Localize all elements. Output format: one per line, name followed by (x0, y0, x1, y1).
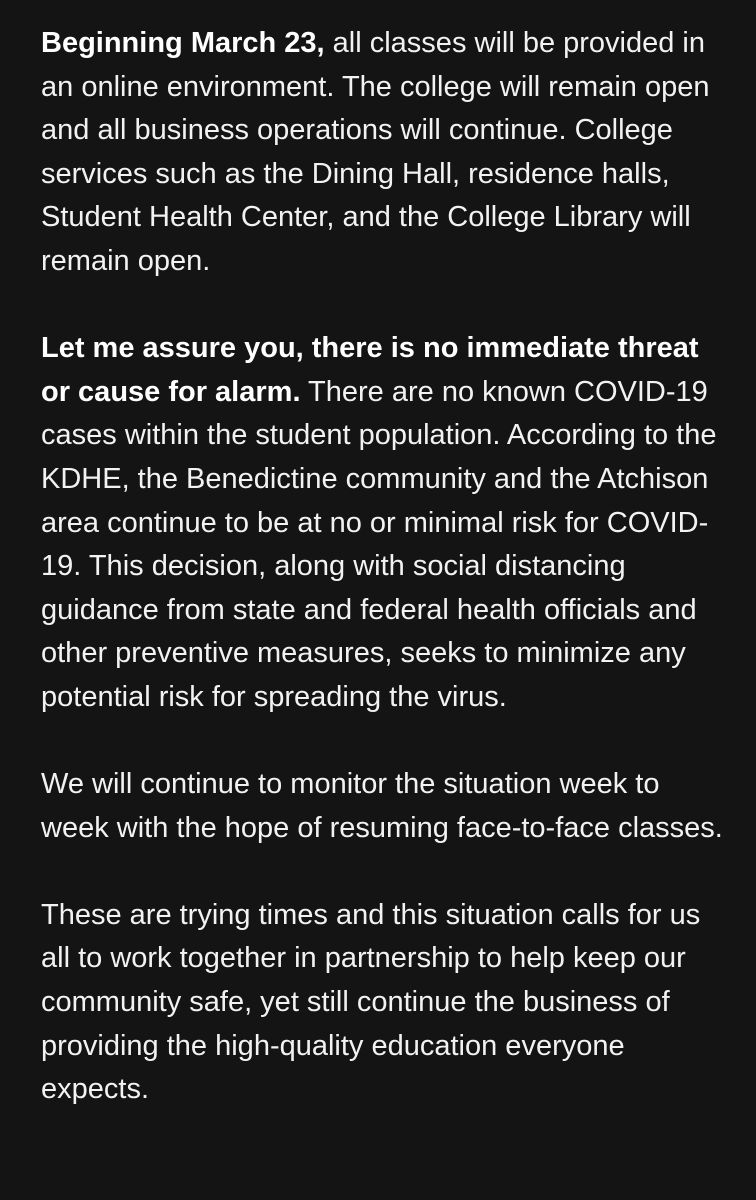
paragraph-body: all classes will be provided in an online environment. The college will remain open and all business operations will continue. College services such as the Dining Hall, residence halls, Student Health Center, and the College Library will remain open. (41, 27, 710, 277)
paragraph-online-classes (41, 22, 726, 284)
paragraph-no-threat (41, 327, 726, 719)
paragraph-lead-bold: Let me assure you, there is no immediate threat or cause for alarm. (41, 332, 699, 408)
paragraph-body: There are no known COVID-19 cases within the student population. According to the KDHE, the Benedictine community and the Atchison area continue to be at no or minimal risk for COVID-19. This decision, along with social distancing guidance from state and federal health officials and other preventive measures, seeks to minimize any potential risk for spreading the virus. (41, 375, 717, 713)
paragraph-monitor-situation (41, 763, 726, 850)
paragraph-body: We will continue to monitor the situation week to week with the hope of resuming face-to-face classes. (41, 768, 723, 844)
paragraph-trying-times (41, 894, 726, 1112)
paragraph-body: These are trying times and this situation calls for us all to work together in partnership to help keep our community safe, yet still continue the business of providing the high-quality education everyone expects. (41, 898, 701, 1106)
paragraph-lead-bold: Beginning March 23, (41, 27, 325, 59)
